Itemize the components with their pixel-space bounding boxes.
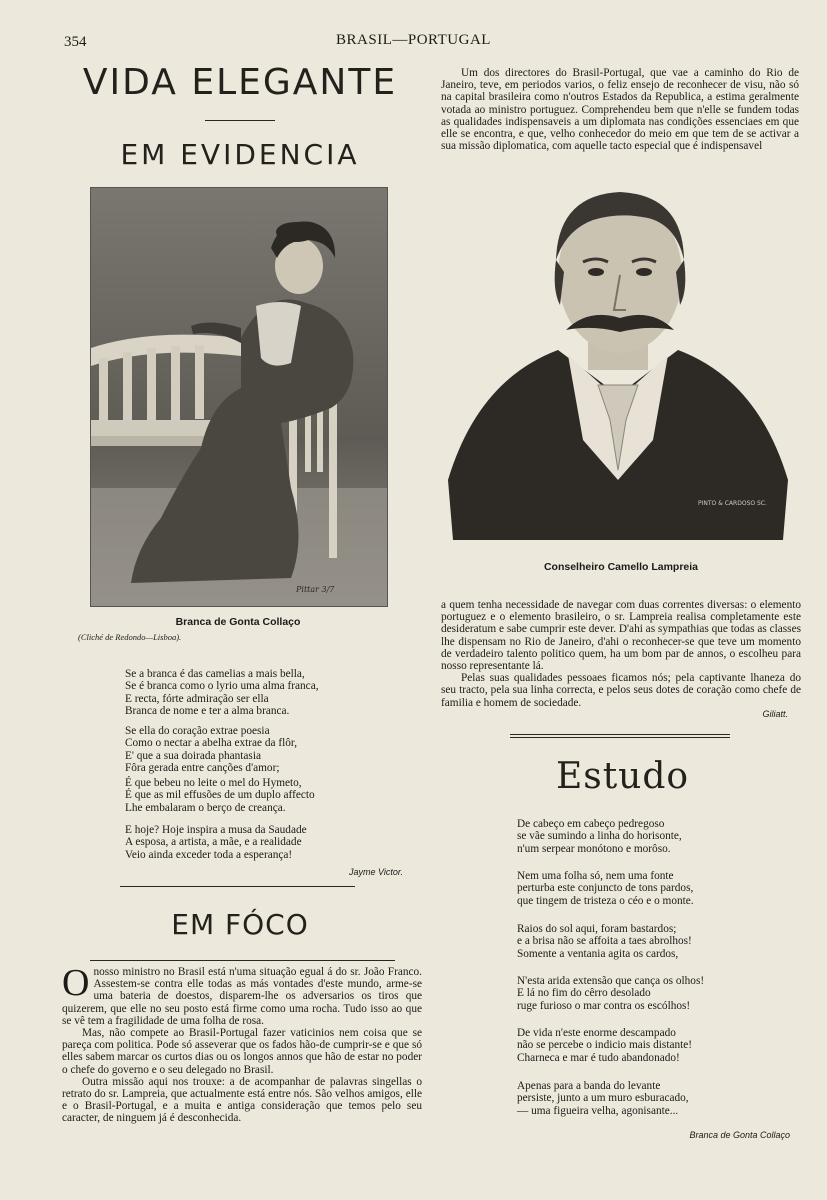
poem-stanza: Se ella do coração extrae poesia Como o nectar a abelha extrae da flôr, E' que a sua doirada phantasia Fôra gerada entre canções d'amor;: [125, 725, 298, 774]
poem-stanza: Se a branca é das camelias a mais bella, Se é branca como o lyrio uma alma franca, E recta, fórte admiração ser ella Branca de nome e ter a alma branca.: [125, 668, 319, 717]
paragraph: Mas, não compete ao Brasil-Portugal fazer vaticinios nem coisa que se pareça com politica. Pode só asseverar que os fados hão-de cumprir-se e que só elles sabem marcar os curtos dias ou os longos annos que hão de estar no poder o chefe do governo e o seu delegado no Brasil.: [62, 1027, 422, 1076]
section-title-em-foco: EM FÓCO: [171, 908, 309, 941]
divider: [510, 734, 730, 735]
seated-woman-illustration: [91, 188, 387, 606]
section-subtitle-em-evidencia: EM EVIDENCIA: [120, 138, 360, 171]
portrait-photo-branca: [90, 187, 388, 607]
intro-paragraph: Um dos directores do Brasil-Portugal, que vae a caminho do Rio de Janeiro, teve, em periodos varios, o feliz ensejo de reconhecer de visu, não só na capital brasileira como n'outros Estados da Republica, a estima geralmente votada ao ministro portuguez. Comprehendeu bem que n'elle se fundem todas as qualidades indispensaveis a um diplomata nas condições essenciaes em que elle se encontra, e que, velho conhecedor do meio em que tem de se activar a sua missão diplomatica, com aquelle tacto especial que é indispensavel: [441, 67, 799, 153]
poem-stanza: Nem uma folha só, nem uma fonte perturba este conjuncto de tons pardos, que tingem de tristeza o céo e o monte.: [517, 870, 694, 907]
paragraph: Pelas suas qualidades pessoaes ficamos nós; pela captivante lhaneza do seu tracto, pela sua linha correcta, e pelos seus dotes de coração como chefe de familia e homem de sociedade.: [441, 672, 801, 709]
divider: [510, 737, 730, 738]
photographer-mark: Pittar 3/7: [296, 585, 335, 594]
paragraph: a quem tenha necessidade de navegar com duas correntes diversas: o elemento portuguez e o elemento brasileiro, o sr. Lampreia realisa completamente este desideratum e sabe cumprir este dever. D'ahi as sympathias que todas as classes lhe dispensam no Rio de Janeiro, d'ahi o reconhecer-se que teve um momento de verdadeiro talento politico quem, ha um bom par de annos, o escolheu para nosso representante lá.: [441, 599, 801, 673]
article-em-foco: [62, 962, 422, 1125]
poem-stanza: É que bebeu no leite o mel do Hymeto, É que as mil effusões de um duplo affecto Lhe embalaram o berço de creança.: [125, 777, 315, 814]
portrait-engraving-lampreia: [448, 180, 788, 560]
poem-stanza: Apenas para a banda do levante persiste, junto a um muro esburacado, — uma figueira velha, agonisante...: [517, 1080, 689, 1117]
poem-stanza: Raios do sol aqui, foram bastardos; e a brisa não se affoita a taes abrolhos! Somente a ventania agita os cardos,: [517, 923, 692, 960]
photo-caption: Branca de Gonta Collaço: [175, 616, 301, 628]
article-continuation: [441, 599, 801, 709]
gentleman-portrait-illustration: [448, 180, 788, 560]
running-title: BRASIL—PORTUGAL: [336, 32, 491, 48]
poem-signature: Jayme Victor.: [348, 867, 403, 877]
drop-cap: O: [62, 962, 90, 1004]
divider: [120, 886, 355, 887]
engraver-mark: PINTO & CARDOSO SC.: [698, 500, 767, 507]
photo-credit: (Cliché de Redondo—Lisboa).: [78, 632, 182, 642]
poem-stanza: E hoje? Hoje inspira a musa da Saudade A esposa, a artista, a mãe, e a realidade Veio ainda exceder toda a esperança!: [125, 824, 307, 861]
divider: [205, 120, 275, 121]
section-title-vida-elegante: VIDA ELEGANTE: [82, 62, 398, 103]
poem-stanza: N'esta arida extensão que cança os olhos! E lá no fim do cêrro desolado ruge furioso o mar contra os escólhos!: [517, 975, 705, 1012]
poem-title-estudo: Estudo: [555, 756, 690, 797]
poem-stanza: De vida n'este enorme descampado não se percebe o indicio mais distante! Charneca e mar é tudo abandonado!: [517, 1027, 693, 1064]
poem-stanza: De cabeço em cabeço pedregoso se vãe sumindo a linha do horisonte, n'um serpear monótono e morôso.: [517, 818, 682, 855]
paragraph: Outra missão aqui nos trouxe: a de acompanhar de palavras singellas o retrato do sr. Lampreia, que actualmente está entre nós. São velhos amigos, elle e o Brasil-Portugal, e a muita e antiga consideração que temos pelo seu caracter, de ninguem já é desconhecida.: [62, 1075, 422, 1125]
divider: [90, 960, 395, 961]
portrait-caption: Conselheiro Camello Lampreia: [543, 561, 699, 573]
page-number: 354: [64, 34, 87, 50]
paragraph: nosso ministro no Brasil está n'uma situação egual á do sr. João Franco. Assestem-se contra elle todas as más vontades d'este mundo, arme-se uma bateria de doestos, disparem-lhe os adversarios os tiros que quizerem, que elle no seu posto está firme como uma rocha. Tudo isso ao que se vê tem a fragilidade de uma folha de rosa.: [62, 966, 422, 1027]
poem-signature: Branca de Gonta Collaço: [689, 1130, 790, 1140]
article-signature: Giliatt.: [762, 709, 788, 719]
